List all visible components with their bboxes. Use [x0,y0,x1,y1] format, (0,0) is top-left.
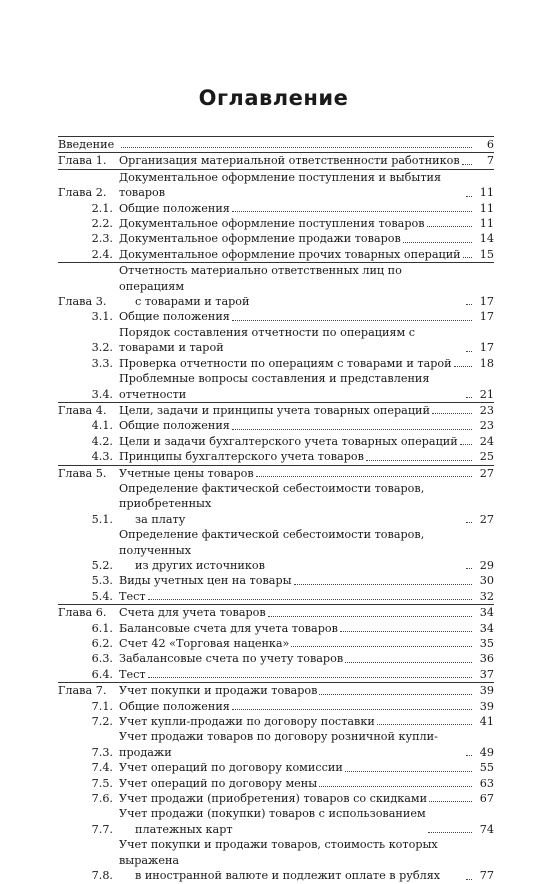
toc-subsection-entry[interactable] [58,729,494,760]
toc-page-number: 17 [479,341,494,355]
dot-leader [345,771,472,772]
toc-entry-title [119,714,375,729]
dot-leader [340,631,472,632]
toc-entry-title-line: Тест [119,667,146,681]
toc-page-number: 32 [479,589,494,603]
toc-entry-title [119,729,464,760]
toc-entry-number: Глава 5. [58,466,107,480]
toc-entry-number: 4.1. [91,419,113,433]
toc-entry-number: 7.4. [91,761,113,775]
toc-subsection-entry[interactable] [58,589,494,604]
toc-chapter-entry[interactable] [58,683,494,698]
toc-entry-number: 4.2. [91,434,113,448]
toc-entry-number: 5.4. [91,589,113,603]
toc-entry-title [119,325,464,356]
toc-subsection-entry[interactable] [58,714,494,729]
toc-entry-title-line: Цели, задачи и принципы учета товарных операций [119,403,430,417]
toc-page-number: 27 [479,512,494,526]
toc-entry-title [119,667,146,682]
toc-subsection-entry[interactable] [58,699,494,714]
toc-subsection-entry[interactable] [58,247,494,262]
toc-entry-title-line: Определение фактической себестоимости товаров, приобретенных [119,481,425,511]
toc-page-number: 17 [479,310,494,324]
toc-subsection-entry[interactable] [58,434,494,449]
toc-entry-title [119,403,430,418]
toc-entry-number: Глава 3. [58,295,107,309]
toc-entry-title [119,201,230,216]
toc-page-number: 63 [479,776,494,790]
toc-entry-title [119,837,464,883]
toc-block [58,604,494,682]
toc-block [58,262,494,402]
toc-entry-title [119,153,460,168]
table-of-contents [58,136,494,884]
toc-entry-title-line: Порядок составления отчетности по операциям с товарами и тарой [119,325,415,355]
toc-page-number: 11 [479,201,494,215]
toc-entry-title [119,231,401,246]
toc-page-number: 25 [479,450,494,464]
dot-leader [460,444,472,445]
toc-subsection-entry[interactable] [58,527,494,573]
toc-entry-number: 6.1. [91,621,113,635]
toc-entry-title-line: Тест [119,589,146,603]
toc-entry-title-line: Отчетность материально ответственных лиц по операциям [119,264,402,293]
toc-block [58,136,494,152]
dot-leader [268,616,472,617]
toc-entry-number: Глава 1. [58,154,107,168]
toc-entry-title [119,806,426,837]
toc-entry-title-line: Счета для учета товаров [119,606,266,620]
toc-entry-title-line: Учет операций по договору комиссии [119,761,343,775]
toc-entry-title-line: Общие положения [119,201,230,215]
dot-leader [432,413,472,414]
dot-leader [466,568,472,569]
toc-entry-title-line: Цели и задачи бухгалтерского учета товарных операций [119,434,458,448]
dot-leader [232,429,472,430]
toc-entry-number: Глава 4. [58,403,107,417]
toc-entry-number: 3.4. [91,387,113,401]
toc-subsection-entry[interactable] [58,231,494,246]
toc-block [58,152,494,168]
toc-entry-number: 7.8. [91,869,113,883]
toc-entry-title-line: Документальное оформление поступления товаров [119,217,425,231]
toc-entry-title-line: Документальное оформление поступления и выбытия товаров [119,170,442,200]
toc-subsection-entry[interactable] [58,216,494,231]
toc-subsection-entry[interactable] [58,760,494,775]
toc-entry-title [119,170,464,201]
toc-entry-title [119,621,338,636]
toc-entry-title-line: Проблемные вопросы составления и представления отчетности [119,372,430,401]
toc-subsection-entry[interactable] [58,651,494,666]
dot-leader [429,801,472,802]
toc-entry-number: Глава 2. [58,186,107,200]
toc-entry-title [119,466,254,481]
toc-entry-title [119,651,343,666]
toc-page-number: 49 [479,745,494,759]
toc-page-number: 17 [479,295,494,309]
toc-entry-title-line: Документальное оформление продажи товаров [119,232,401,246]
page-title: Оглавление [198,86,349,110]
toc-chapter-entry[interactable] [58,605,494,620]
toc-entry-number: 4.3. [91,450,113,464]
toc-chapter-entry[interactable] [58,403,494,418]
dot-leader [232,320,472,321]
toc-entry-title-line: Общие положения [119,310,230,324]
toc-subsection-entry[interactable] [58,837,494,883]
toc-subsection-entry[interactable] [58,371,494,402]
toc-page-number: 55 [479,761,494,775]
toc-entry-title-line: Общие положения [119,419,230,433]
dot-leader [463,257,472,258]
dot-leader [377,724,472,725]
toc-entry-title-line: Организация материальной ответственности работников [119,154,460,168]
toc-entry-title [119,589,146,604]
toc-entry-number: 2.4. [91,247,113,261]
toc-block [58,682,494,883]
toc-entry-title-line: Учет покупки и продажи товаров [119,684,318,698]
toc-chapter-entry[interactable] [58,466,494,481]
dot-leader [466,397,472,398]
toc-page-number: 34 [479,621,494,635]
toc-subsection-entry[interactable] [58,636,494,651]
toc-entry-number: 3.1. [91,310,113,324]
toc-entry-number: 7.5. [91,776,113,790]
toc-entry-number: 6.4. [91,667,113,681]
dot-leader [403,242,472,243]
toc-chapter-entry[interactable] [58,263,494,309]
toc-subsection-entry[interactable] [58,418,494,433]
dot-leader [466,879,472,880]
dot-leader [466,304,472,305]
toc-subsection-entry[interactable] [58,309,494,324]
toc-entry-title [119,573,292,588]
toc-page-number: 24 [479,434,494,448]
toc-page-number: 35 [479,637,494,650]
toc-subsection-entry[interactable] [58,201,494,216]
toc-entry-number: 5.2. [91,558,113,572]
toc-subsection-entry[interactable] [58,667,494,682]
toc-page-number: 34 [479,606,494,620]
toc-entry-title-continuation: в иностранной валюте и подлежит оплате в рублях [135,869,441,883]
toc-entry-number: 2.3. [91,232,113,246]
dot-leader [466,351,472,352]
toc-entry-number: 3.3. [91,356,113,370]
toc-page-number: 23 [479,403,494,417]
toc-page-number: 37 [479,667,494,681]
toc-entry-number: 6.3. [91,652,113,666]
dot-leader [319,786,472,787]
toc-page-number: 77 [479,869,494,883]
toc-entry-number: 7.7. [91,822,113,836]
toc-entry-number: 7.6. [91,792,113,806]
dot-leader [291,646,472,647]
dot-leader [427,226,472,227]
toc-entry-title [119,216,425,231]
toc-page-number: 14 [479,232,494,246]
toc-entry-title [119,776,317,791]
toc-entry-title [119,605,266,620]
toc-subsection-entry[interactable] [58,449,494,464]
toc-block [58,402,494,465]
dot-leader [454,366,472,367]
toc-page-number: 7 [486,154,494,168]
toc-entry-number: 7.1. [91,699,113,713]
toc-entry-number: 5.3. [91,574,113,588]
toc-entry-title [119,636,289,651]
toc-entry-title-line: Счет 42 «Торговая наценка» [119,637,290,650]
toc-page-number: 39 [479,684,494,698]
toc-entry-title-line: Учет операций по договору мены [119,776,318,790]
dot-leader [256,476,472,477]
toc-page-number: 6 [486,138,494,151]
dot-leader [148,677,472,678]
toc-entry-title [119,263,464,309]
toc-entry-number: 2.2. [91,217,113,231]
toc-entry-number: 3.2. [91,341,113,355]
toc-entry-title [119,418,230,433]
toc-entry-title [119,371,464,402]
toc-entry-number: Введение [58,138,115,151]
toc-entry-title-line: Учет покупки и продажи товаров, стоимость которых выражена [119,838,438,867]
toc-entry-title-line: Учет продажи (приобретения) товаров со скидками [119,792,428,806]
toc-entry-title [119,356,452,371]
toc-entry-title [119,309,230,324]
toc-entry-title-line: Учет продажи (покупки) товаров с использованием [119,807,426,821]
dot-leader [462,164,472,165]
dot-leader [121,147,472,148]
toc-entry-title-line: Проверка отчетности по операциям с товарами и тарой [119,356,452,370]
toc-entry-title [119,683,317,698]
toc-entry-title-line: Общие положения [119,699,230,713]
toc-entry-title-continuation: за плату [135,512,186,526]
toc-entry-title-line: Виды учетных цен на товары [119,574,292,588]
toc-entry-title-line: Забалансовые счета по учету товаров [119,652,344,666]
toc-entry-title [119,247,461,262]
toc-page-number: 27 [479,466,494,480]
toc-entry-title-continuation: из других источников [135,558,265,572]
toc-page-number: 15 [479,247,494,261]
toc-entry-title-continuation: платежных карт [135,822,233,836]
toc-entry-number: 7.2. [91,715,113,729]
toc-page-number: 23 [479,419,494,433]
toc-page-number: 11 [479,186,494,200]
toc-page-number: 39 [479,699,494,713]
dot-leader [366,460,472,461]
toc-block [58,465,494,605]
dot-leader [232,709,472,710]
toc-entry-number: Глава 7. [58,684,107,698]
toc-chapter-entry[interactable] [58,170,494,201]
toc-page-number: 29 [479,558,494,572]
toc-subsection-entry[interactable] [58,481,494,527]
toc-entry-title-line: Учет купли-продажи по договору поставки [119,715,375,729]
toc-entry-title [119,760,343,775]
dot-leader [148,599,472,600]
toc-entry-number: 6.2. [91,637,113,650]
toc-entry-number: 7.3. [91,745,113,759]
dot-leader [294,584,472,585]
dot-leader [466,755,472,756]
toc-chapter-entry[interactable] [58,153,494,168]
toc-subsection-entry[interactable] [58,791,494,806]
dot-leader [466,522,472,523]
toc-entry-title-line: Учетные цены товаров [119,466,254,480]
dot-leader [428,832,472,833]
toc-block [58,169,494,262]
toc-subsection-entry[interactable] [58,356,494,371]
dot-leader [319,694,472,695]
toc-subsection-entry[interactable] [58,325,494,356]
toc-page-number: 41 [479,715,494,729]
toc-page-number: 30 [479,574,494,588]
toc-entry-title [119,699,230,714]
dot-leader [345,662,472,663]
toc-subsection-entry[interactable] [58,776,494,791]
toc-subsection-entry[interactable] [58,621,494,636]
toc-entry-title [119,481,464,527]
toc-entry-number: 2.1. [91,201,113,215]
toc-page-number: 67 [479,792,494,806]
toc-entry-title [119,527,464,573]
toc-entry-title-line: Принципы бухгалтерского учета товаров [119,450,364,464]
toc-entry-title-continuation: с товарами и тарой [135,295,250,309]
toc-entry-number: 5.1. [91,512,113,526]
toc-entry-number: Глава 6. [58,606,107,620]
toc-entry-title-line: Определение фактической себестоимости товаров, полученных [119,528,425,557]
toc-page-number: 36 [479,652,494,666]
toc-page-number: 11 [479,217,494,231]
toc-entry-title-line: Учет продажи товаров по договору розничной купли-продажи [119,730,438,759]
toc-subsection-entry[interactable] [58,573,494,588]
toc-entry-title [119,434,458,449]
dot-leader [232,211,472,212]
toc-page-number: 18 [479,356,494,370]
dot-leader [466,196,472,197]
toc-page-number: 21 [479,387,494,401]
toc-intro-entry[interactable] [58,137,494,152]
toc-entry-title [119,791,427,806]
toc-entry-title-line: Документальное оформление прочих товарных операций [119,247,461,261]
toc-page-number: 74 [479,822,494,836]
toc-entry-title [119,449,364,464]
toc-entry-title-line: Балансовые счета для учета товаров [119,621,338,635]
toc-subsection-entry[interactable] [58,806,494,837]
